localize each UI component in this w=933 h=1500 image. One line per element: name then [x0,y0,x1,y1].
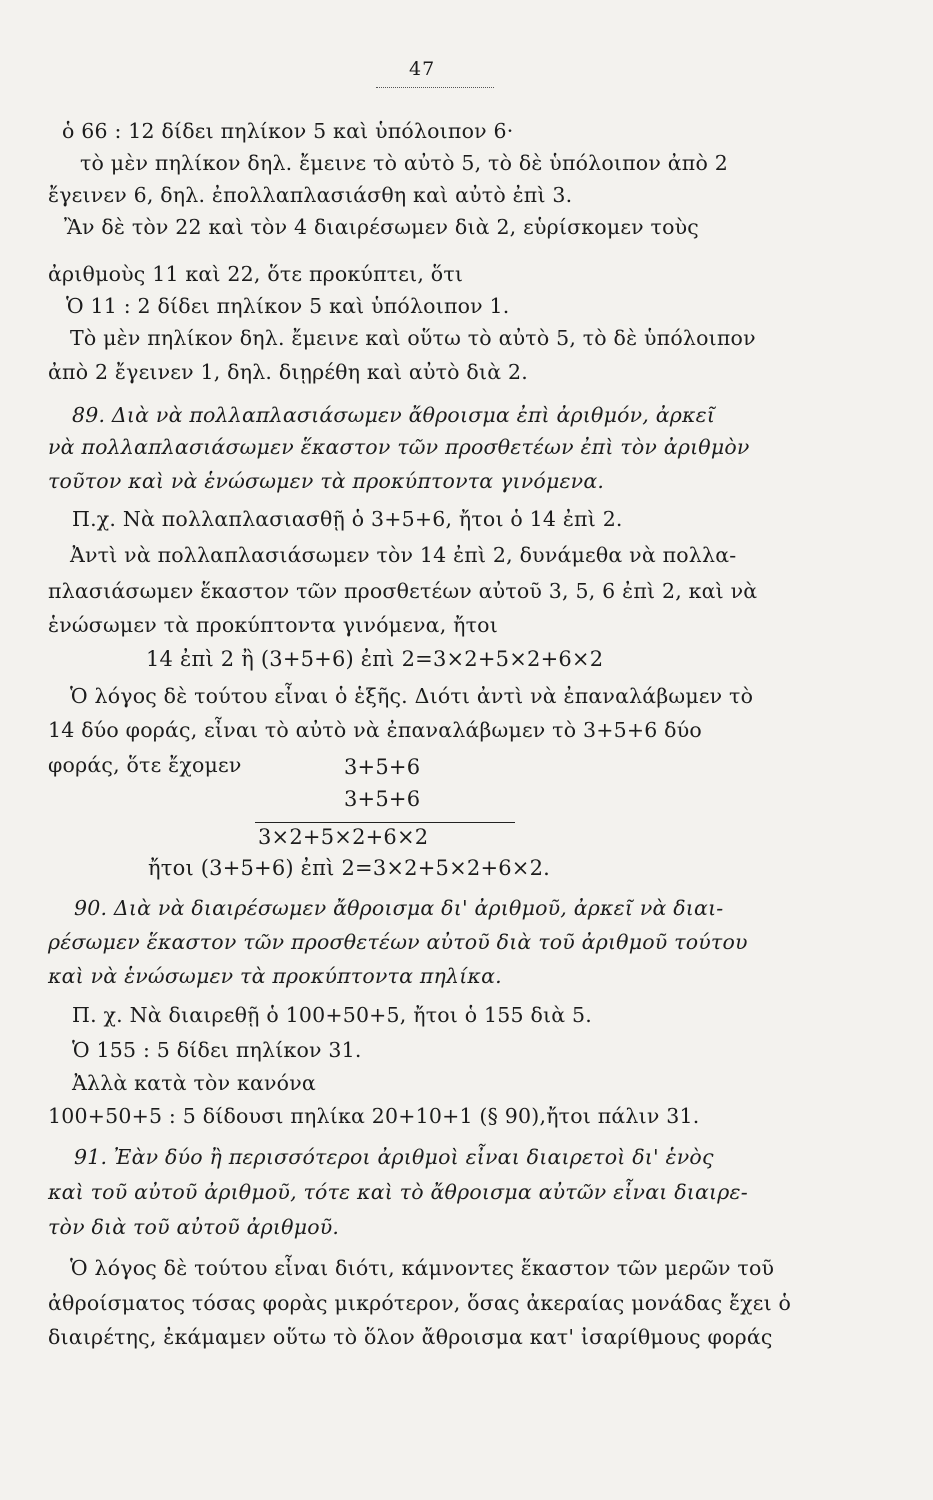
text-line: φοράς, ὅτε ἔχομεν [48,753,242,777]
text-line: Ὁ λόγος δὲ τούτου εἶναι ὁ ἑξῆς. Διότι ἀντὶ νὰ ἐπαναλάβωμεν τὸ [70,684,754,708]
text-line: Ὁ 155 : 5 δίδει πηλίκον 31. [72,1038,362,1062]
equation-line: 14 ἐπὶ 2 ἢ (3+5+6) ἐπὶ 2=3×2+5×2+6×2 [146,647,604,671]
text-line: νὰ πολλαπλασιάσωμεν ἕκαστον τῶν προσθετέων ἐπὶ τὸν ἀριθμὸν [48,435,750,459]
equation-line: ἤτοι (3+5+6) ἐπὶ 2=3×2+5×2+6×2. [148,856,551,880]
text-line: τὸ μὲν πηλίκον δηλ. ἔμεινε τὸ αὐτὸ 5, τὸ δὲ ὑπόλοιπον ἀπὸ 2 [80,151,728,175]
text-line: ὁ 66 : 12 δίδει πηλίκον 5 καὶ ὑπόλοιπον 6· [62,119,514,143]
section-heading-90: 90. Διὰ νὰ διαιρέσωμεν ἄθροισμα δι' ἀριθμοῦ, ἀρκεῖ νὰ διαι- [74,896,724,920]
text-line: Ὁ λόγος δὲ τούτου εἶναι διότι, κάμνοντες ἕκαστον τῶν μερῶν τοῦ [70,1256,775,1280]
text-line: ἔγεινεν 6, δηλ. ἐπολλαπλασιάσθη καὶ αὐτὸ ἐπὶ 3. [48,183,573,207]
text-line: ρέσωμεν ἕκαστον τῶν προσθετέων αὐτοῦ διὰ τοῦ ἀριθμοῦ τούτου [48,930,748,954]
sum-row-1: 3+5+6 [344,755,421,779]
section-heading-91: 91. Ἐὰν δύο ἢ περισσότεροι ἀριθμοὶ εἶναι διαιρετοὶ δι' ἑνὸς [74,1145,714,1169]
text-line: ἑνώσωμεν τὰ προκύπτοντα γινόμενα, ἤτοι [48,613,498,637]
text-line: ἀπὸ 2 ἔγεινεν 1, δηλ. διῃρέθη καὶ αὐτὸ διὰ 2. [48,360,528,384]
text-line: Ἀλλὰ κατὰ τὸν κανόνα [72,1071,316,1095]
page-number: 47 [409,58,436,80]
header-rule [376,87,494,88]
text-line: Ἀντὶ νὰ πολλαπλασιάσωμεν τὸν 14 ἐπὶ 2, δυνάμεθα νὰ πολλα- [70,543,737,567]
text-line: 14 δύο φοράς, εἶναι τὸ αὐτὸ νὰ ἐπαναλάβωμεν τὸ 3+5+6 δύο [48,718,702,742]
text-line: πλασιάσωμεν ἕκαστον τῶν προσθετέων αὐτοῦ 3, 5, 6 ἐπὶ 2, καὶ νὰ [48,579,758,603]
example-line: Π.χ. Νὰ πολλαπλασιασθῇ ὁ 3+5+6, ἤτοι ὁ 14 ἐπὶ 2. [72,507,623,531]
text-line: καὶ τοῦ αὐτοῦ ἀριθμοῦ, τότε καὶ τὸ ἄθροισμα αὐτῶν εἶναι διαιρε- [48,1180,748,1204]
text-line: Ἂν δὲ τὸν 22 καὶ τὸν 4 διαιρέσωμεν διὰ 2, εὑρίσκομεν τοὺς [64,215,699,239]
text-line: ἀθροίσματος τόσας φορὰς μικρότερον, ὅσας ἀκεραίας μονάδας ἔχει ὁ [48,1291,792,1315]
equation-line: 100+50+5 : 5 δίδουσι πηλίκα 20+10+1 (§ 90),ἤτοι πάλιν 31. [48,1104,700,1128]
text-line: τοῦτον καὶ νὰ ἑνώσωμεν τὰ προκύπτοντα γινόμενα. [48,469,605,493]
text-line: τὸν διὰ τοῦ αὐτοῦ ἀριθμοῦ. [48,1215,340,1239]
text-line: καὶ νὰ ἑνώσωμεν τὰ προκύπτοντα πηλίκα. [48,964,502,988]
text-line: ἀριθμοὺς 11 καὶ 22, ὅτε προκύπτει, ὅτι [48,262,464,286]
sum-result: 3×2+5×2+6×2 [258,825,429,849]
section-heading-89: 89. Διὰ νὰ πολλαπλασιάσωμεν ἄθροισμα ἐπὶ ἀριθμόν, ἀρκεῖ [72,403,716,427]
text-line: Ὁ 11 : 2 δίδει πηλίκον 5 καὶ ὑπόλοιπον 1. [66,294,510,318]
text-line: διαιρέτης, ἐκάμαμεν οὕτω τὸ ὅλον ἄθροισμα κατ' ἰσαρίθμους φοράς [48,1325,773,1349]
example-line: Π. χ. Νὰ διαιρεθῇ ὁ 100+50+5, ἤτοι ὁ 155 διὰ 5. [72,1003,592,1027]
text-line: Τὸ μὲν πηλίκον δηλ. ἔμεινε καὶ οὕτω τὸ αὐτὸ 5, τὸ δὲ ὑπόλοιπον [70,326,756,350]
sum-row-2: 3+5+6 [344,787,421,811]
